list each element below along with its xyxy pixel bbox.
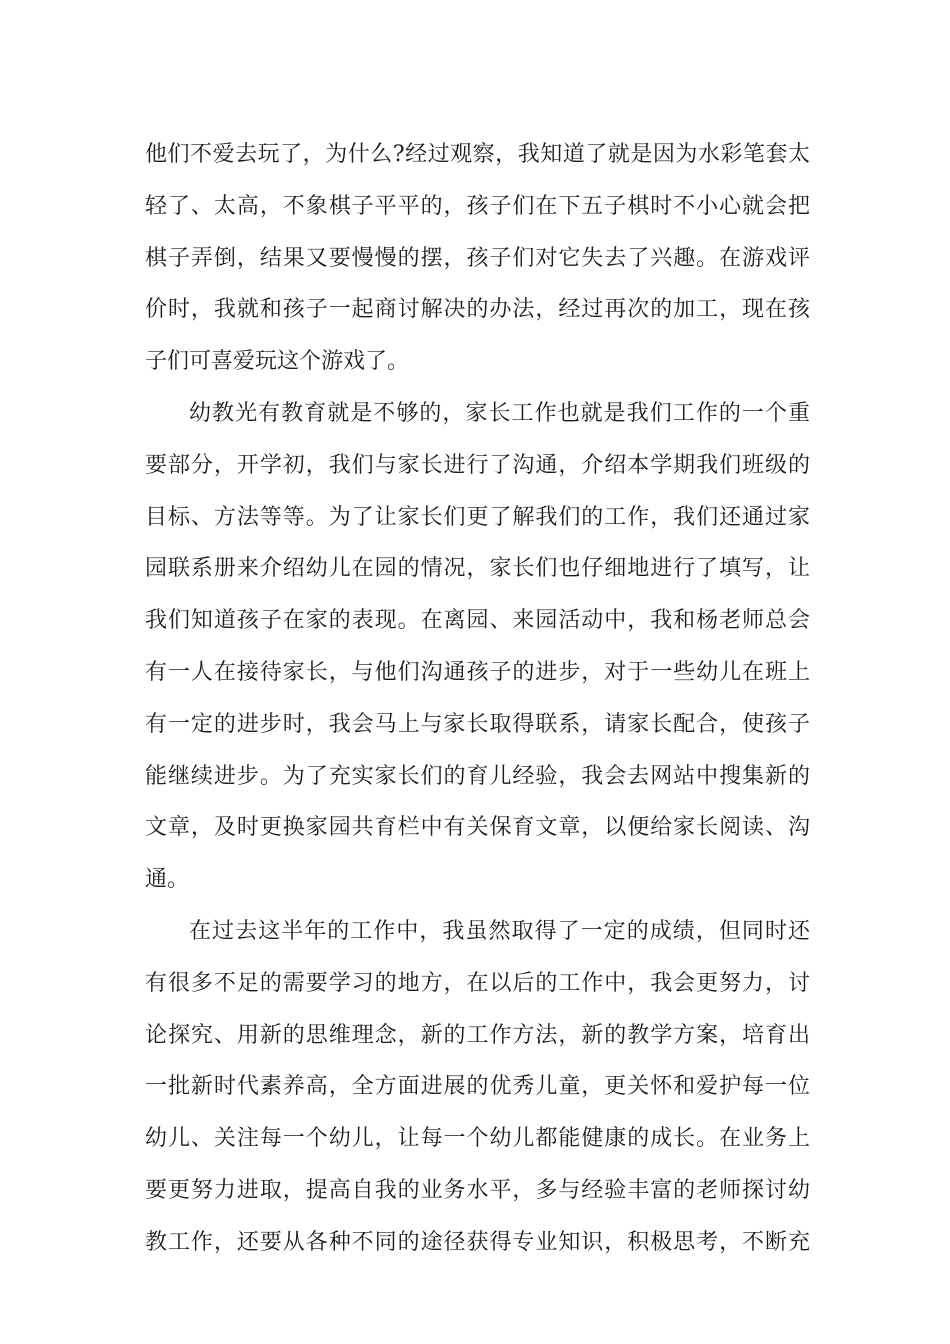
text-line: 轻了、太高，不象棋子平平的，孩子们在下五子棋时不小心就会把 [145,193,810,219]
text-line: 园联系册来介绍幼儿在园的情况，家长们也仔细地进行了填写，让 [145,556,810,582]
text-line: 目标、方法等等。为了让家长们更了解我们的工作，我们还通过家 [145,504,810,530]
text-line: 有一定的进步时，我会马上与家长取得联系，请家长配合，使孩子 [145,711,810,737]
text-line: 要更努力进取，提高自我的业务水平，多与经验丰富的老师探讨幼 [145,1177,810,1203]
paragraph [145,129,810,388]
text-line: 文章，及时更换家园共育栏中有关保育文章，以便给家长阅读、沟 [145,815,810,841]
text-line: 幼教光有教育就是不够的，家长工作也就是我们工作的一个重 [189,400,810,426]
text-line: 论探究、用新的思维理念，新的工作方法，新的教学方案，培育出 [145,1022,810,1048]
text-line: 幼儿、关注每一个幼儿，让每一个幼儿都能健康的成长。在业务上 [145,1126,810,1152]
text-line: 教工作，还要从各种不同的途径获得专业知识，积极思考，不断充 [145,1229,810,1255]
text-line: 有很多不足的需要学习的地方，在以后的工作中，我会更努力，讨 [145,970,810,996]
paragraph [145,388,810,906]
text-line: 有一人在接待家长，与他们沟通孩子的进步，对于一些幼儿在班上 [145,659,810,685]
text-line: 他们不爱去玩了，为什么?经过观察，我知道了就是因为水彩笔套太 [145,142,810,167]
text-line: 一批新时代素养高，全方面进展的优秀儿童，更关怀和爱护每一位 [145,1074,810,1100]
text-line: 我们知道孩子在家的表现。在离园、来园活动中，我和杨老师总会 [145,608,810,634]
text-line: 要部分，开学初，我们与家长进行了沟通，介绍本学期我们班级的 [145,452,810,478]
text-line: 能继续进步。为了充实家长们的育儿经验，我会去网站中搜集新的 [145,763,810,789]
text-line: 价时，我就和孩子一起商讨解决的办法，经过再次的加工，现在孩 [145,297,810,323]
document-body [145,129,810,1269]
text-line: 子们可喜爱玩这个游戏了。 [145,349,410,375]
text-line: 通。 [145,867,190,893]
paragraph [145,906,810,1269]
text-line: 棋子弄倒，结果又要慢慢的摆，孩子们对它失去了兴趣。在游戏评 [145,245,810,271]
text-line: 在过去这半年的工作中，我虽然取得了一定的成绩，但同时还 [189,918,810,944]
